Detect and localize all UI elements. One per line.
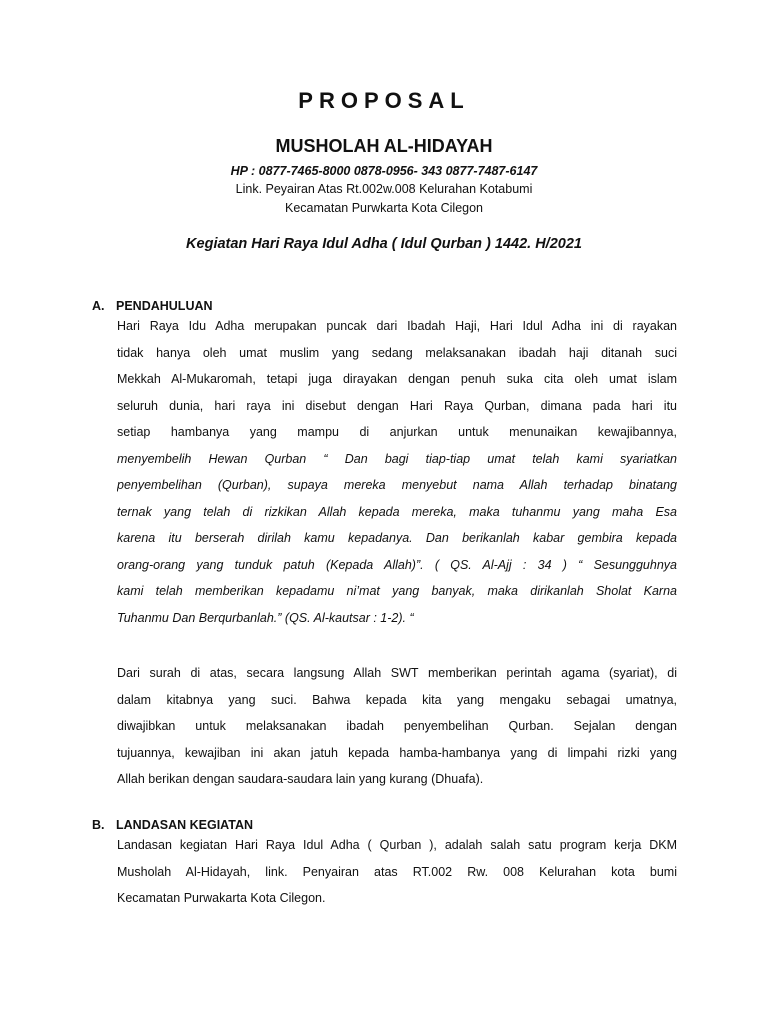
paragraph-line: Mekkah Al-Mukaromah, tetapi juga dirayakan dengan penuh suka cita oleh umat islam: [117, 372, 677, 386]
paragraph-line: setiap hambanya yang mampu di anjurkan untuk menunaikan kewajibannya,: [117, 425, 677, 439]
organization-name: MUSHOLAH AL-HIDAYAH: [275, 136, 493, 156]
paragraph-line: karena itu berserah dirilah kamu kepadanya. Dan berikanlah kabar gembira kepada: [117, 531, 677, 545]
section-letter: B.: [92, 818, 105, 832]
section-title: LANDASAN KEGIATAN: [116, 818, 254, 832]
paragraph-line: kami telah memberikan kepadamu ni’mat yang banyak, maka dirikanlah Sholat Karna: [117, 584, 677, 598]
address-line-1: Link. Peyairan Atas Rt.002w.008 Kelurahan Kotabumi: [235, 182, 533, 196]
paragraph-line: Dari surah di atas, secara langsung Allah SWT memberikan perintah agama (syariat), di: [117, 666, 677, 680]
paragraph-line: Tuhanmu Dan Berqurbanlah.” (QS. Al-kautsar : 1-2). “: [117, 610, 414, 625]
paragraph-line: orang-orang yang tunduk patuh (Kepada Allah)”. ( QS. Al-Ajj : 34 ) “ Sesungguhnya: [117, 557, 677, 572]
paragraph-line: Musholah Al-Hidayah, link. Penyairan atas RT.002 Rw. 008 Kelurahan kota bumi: [117, 864, 677, 879]
document-title: PROPOSAL: [298, 88, 470, 113]
section-title: PENDAHULUAN: [116, 299, 213, 313]
section-letter: A.: [92, 299, 105, 313]
section-heading-pendahuluan: [92, 299, 213, 313]
paragraph-line: Kecamatan Purwakarta Kota Cilegon.: [117, 891, 326, 905]
paragraph-line: diwajibkan untuk melaksanakan ibadah penyembelihan Qurban. Sejalan dengan: [117, 719, 677, 733]
paragraph-line: menyembelih Hewan Qurban “ Dan bagi tiap-tiap umat telah kami syariatkan: [117, 451, 677, 466]
paragraph-pendahuluan-2: [117, 660, 677, 793]
phone-numbers: HP : 0877-7465-8000 0878-0956- 343 0877-7487-6147: [230, 164, 538, 178]
paragraph-line: ternak yang telah di rizkikan Allah kepada mereka, maka tuhanmu yang maha Esa: [117, 504, 677, 519]
event-title: Kegiatan Hari Raya Idul Adha ( Idul Qurban ) 1442. H/2021: [186, 236, 582, 252]
paragraph-line: Landasan kegiatan Hari Raya Idul Adha ( Qurban ), adalah salah satu program kerja DKM: [117, 838, 677, 852]
paragraph-line: Hari Raya Idu Adha merupakan puncak dari Ibadah Haji, Hari Idul Adha ini di rayakan: [117, 319, 677, 333]
section-heading-landasan-kegiatan: [92, 818, 253, 832]
paragraph-line: dalam kitabnya yang suci. Bahwa kepada kita yang mengaku sebagai umatnya,: [117, 692, 677, 707]
address-line-2: Kecamatan Purwkarta Kota Cilegon: [284, 201, 484, 215]
paragraph-line: penyembelihan (Qurban), supaya mereka menyebut nama Allah terhadap binatang: [117, 478, 677, 492]
paragraph-line: seluruh dunia, hari raya ini disebut dengan Hari Raya Qurban, dimana pada hari itu: [117, 398, 677, 413]
paragraph-line: Allah berikan dengan saudara-saudara lain yang kurang (Dhuafa).: [117, 772, 484, 786]
paragraph-landasan-1: [117, 832, 677, 912]
paragraph-line: tidak hanya oleh umat muslim yang sedang melaksanakan ibadah haji ditanah suci: [117, 345, 677, 360]
paragraph-line: tujuannya, kewajiban ini akan jatuh kepada hamba-hambanya yang di limpahi rizki yang: [117, 745, 677, 760]
paragraph-pendahuluan-1: [117, 313, 677, 631]
